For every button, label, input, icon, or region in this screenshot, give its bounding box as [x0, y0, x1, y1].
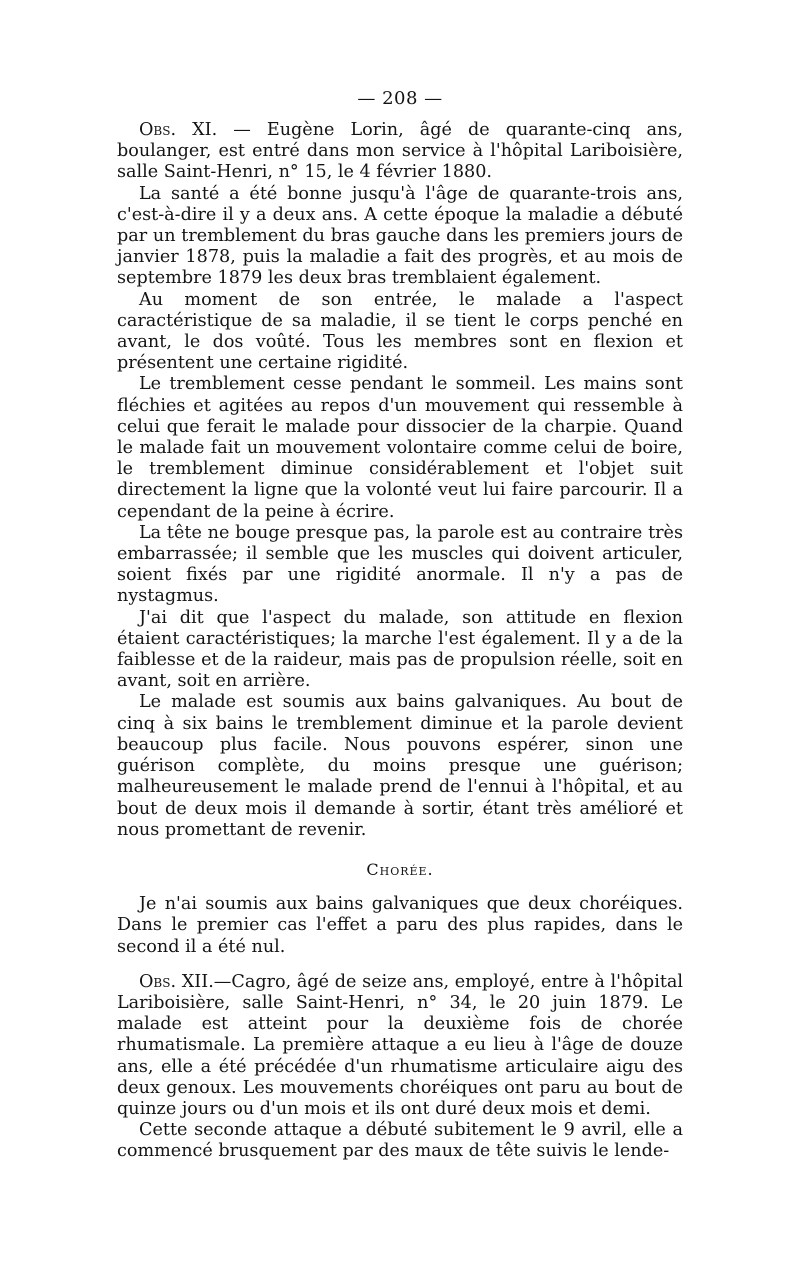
- obs-12-label: Obs. XII.: [139, 971, 214, 992]
- obs-11-intro-text: — Eugène Lorin, âgé de quarante-cinq ans, boulanger, est entré dans mon service à l'hôpital Lariboisière, salle Saint-Henri, n° 15, le 4 février 1880.: [117, 120, 683, 183]
- obs-12-paragraph-1: Cette seconde attaque a débuté subitement le 9 avril, elle a commencé brusquement par des maux de tête suivis le lende-: [117, 1120, 683, 1162]
- obs-11-intro: [117, 120, 683, 184]
- obs-12-intro-text: —Cagro, âgé de seize ans, employé, entre à l'hôpital Lariboisière, salle Saint-Henri, n° 34, le 20 juin 1879. Le malade est atteint pour la deuxième fois de chorée rhumatismale. La première attaque a eu lieu à l'âge de douze ans, elle a été précédée d'un rhumatisme articulaire aigu des deux genoux. Les mouvements choréiques ont paru au bout de quinze jours ou d'un mois et ils ont duré deux mois et demi.: [117, 971, 684, 1119]
- obs-11-paragraph-1: La santé a été bonne jusqu'à l'âge de quarante-trois ans, c'est-à-dire il y a deux ans. A cette époque la maladie a débuté par un tremblement du bras gauche dans les premiers jours de janvier 1878, puis la maladie a fait des progrès, et au mois de septembre 1879 les deux bras tremblaient également.: [117, 183, 683, 289]
- spacer: [117, 958, 683, 972]
- obs-11-paragraph-6: Le malade est soumis aux bains galvaniques. Au bout de cinq à six bains le tremblement diminue et la parole devient beaucoup plus facile. Nous pouvons espérer, sinon une guérison complète, du moins presque une guérison; malheureusement le malade prend de l'ennui à l'hôpital, et au bout de deux mois il demande à sortir, étant très amélioré et nous promettant de revenir.: [117, 692, 683, 840]
- obs-11-label: Obs. XI.: [139, 120, 218, 140]
- obs-11-paragraph-3: Le tremblement cesse pendant le sommeil. Les mains sont fléchies et agitées au repos d'un mouvement qui ressemble à celui que ferait le malade pour dissocier de la charpie. Quand le malade fait un mouvement volontaire comme celui de boire, le tremblement diminue considérablement et l'objet suit directement la ligne que la volonté veut lui faire parcourir. Il a cependant de la peine à écrire.: [117, 374, 683, 522]
- obs-11-paragraph-4: La tête ne bouge presque pas, la parole est au contraire très embarrassée; il semble que les muscles qui doivent articuler, soient fixés par une rigidité anormale. Il n'y a pas de nystagmus.: [117, 522, 683, 607]
- obs-12-intro: [117, 972, 683, 1120]
- section-heading-choree: Chorée.: [366, 859, 434, 879]
- page-number: — 208 —: [357, 88, 443, 109]
- obs-11-paragraph-5: J'ai dit que l'aspect du malade, son attitude en flexion étaient caractéristiques; la marche l'est également. Il y a de la faiblesse et de la raideur, mais pas de propulsion réelle, soit en avant, soit en arrière.: [117, 607, 683, 692]
- page-body: [117, 88, 683, 1163]
- chorea-paragraph-1: Je n'ai soumis aux bains galvaniques que deux choréiques. Dans le premier cas l'effet a paru des plus rapides, dans le second il a été nul.: [117, 894, 683, 957]
- obs-11-paragraph-2: Au moment de son entrée, le malade a l'aspect caractéristique de sa maladie, il se tient le corps penché en avant, le dos voûté. Tous les membres sont en flexion et présentent une certaine rigidité.: [117, 289, 683, 374]
